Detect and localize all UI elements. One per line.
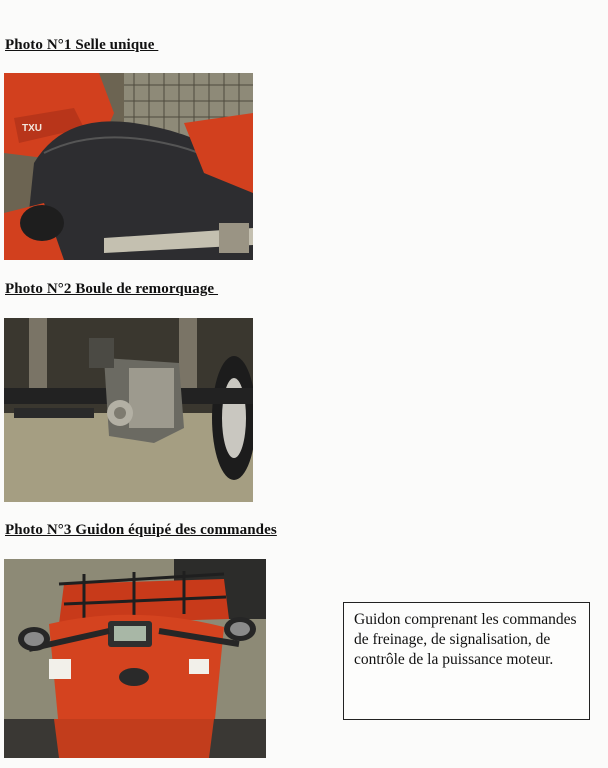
handlebar-photo [4,559,266,758]
svg-text:TXU: TXU [22,123,42,134]
caption-photo-2: Photo N°2 Boule de remorquage [5,281,219,297]
note-box [343,602,590,720]
quad-seat-photo [4,73,253,260]
note-text: Guidon comprenant les commandes de freinage, de signalisation, de contrôle de la puissance moteur. [354,611,577,668]
caption-photo-3: Photo N°3 Guidon équipé des commandes [5,522,277,538]
tow-ball-photo [4,318,253,502]
caption-photo-1: Photo N°1 Selle unique [5,37,159,53]
